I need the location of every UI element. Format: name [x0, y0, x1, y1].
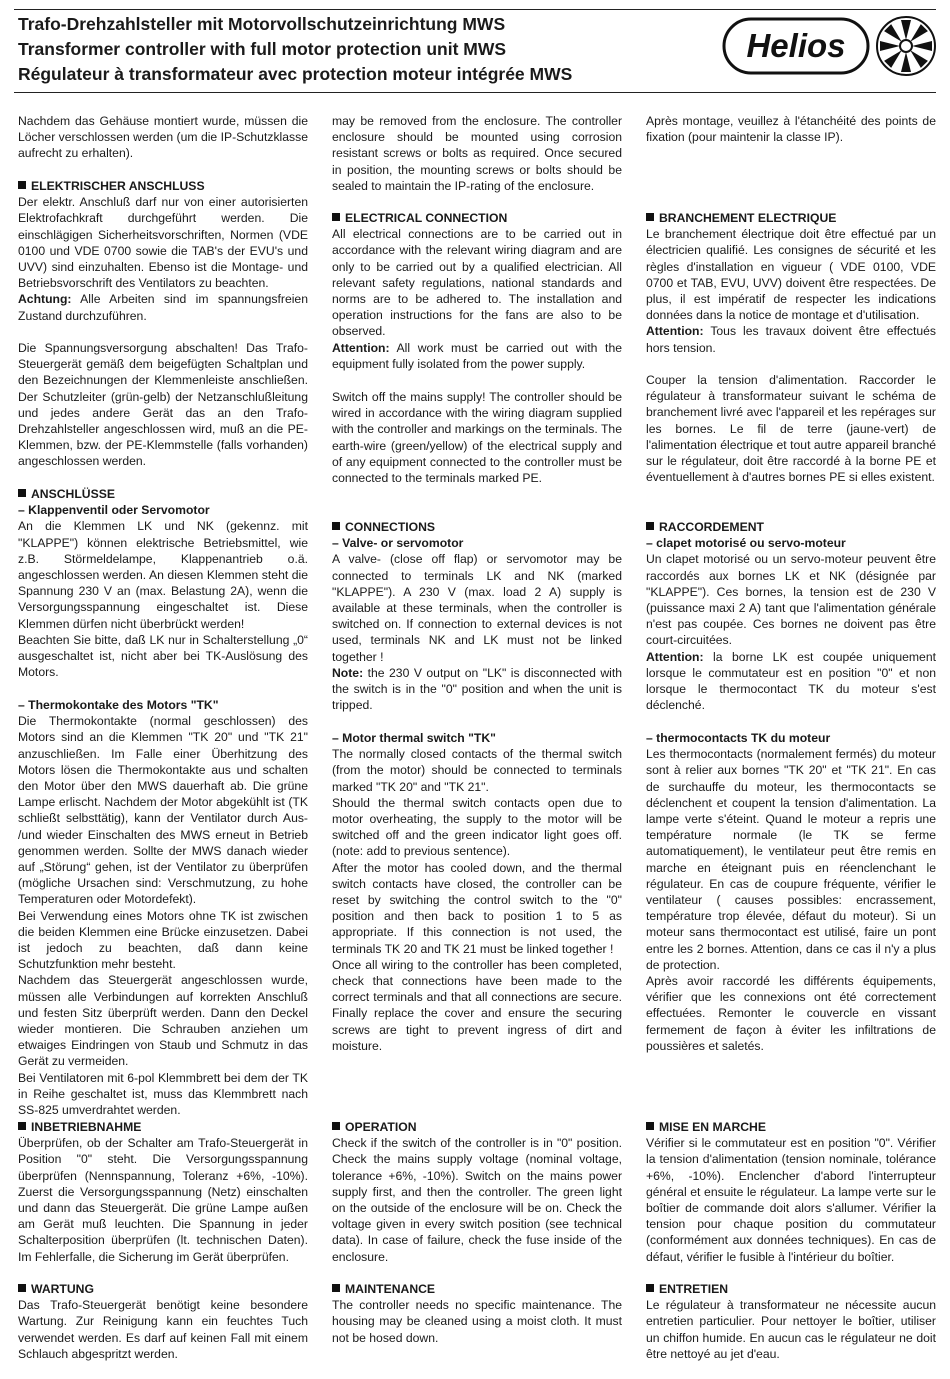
- en-elec-attention: Attention: All work must be carried out with the equipment fully isolated from the power supply.: [332, 340, 622, 371]
- square-bullet-icon: [332, 213, 340, 221]
- square-bullet-icon: [332, 1284, 340, 1292]
- de-conn-heading: ANSCHLÜSSE: [18, 486, 308, 502]
- en-conn-sub-valve: – Valve- or servomotor: [332, 536, 464, 551]
- en-conn-text-1: A valve- (close off flap) or servomotor may be connected to terminals LK and NK (marked "KLAPPE"). A 230 V (max. load 2 A) supply is available at these terminals, when the controller is switched on. If connection to external devices is not used, terminals NK and LK must not be linked together !: [332, 552, 622, 664]
- document-header: [18, 12, 708, 87]
- fr-conn-text-3: Les thermocontacts (normalement fermés) du moteur sont à relier aux bornes "TK 20" et "TK 21". En cas de surchauffe du moteur, les thermocontacts se déclenchent et coupent la tension d'alimentation. La lampe verte s'éteint. Quand le moteur a repris une température normale (le TK se ferme automatiquement), le ventilateur peut être remis en marche en éteignant puis en réenclenchant le régulateur. En cas de coupure fréquente, vérifier le ventilateur ( causes possibles: encrassement, température trop élevée, défaut du moteur). Si un moteur sans thermocontact est utilisé, faire un pont entre les 2 bornes. Attention, dans ce cas il n'y a plus de protection.: [646, 747, 936, 972]
- de-conn-text-3: Die Thermokontakte (normal geschlossen) des Motors sind an die Klemmen "TK 20" und "TK 21" anzuschließen. Im Falle einer Überhitzung des Motors lösen die Thermokontakte aus und schalten den Motor über den MWS dauerhaft ab. Die grüne Lampe erlischt. Nachdem der Motor abgekühlt ist (TK schließt selbsttätig), kann der Ventilator durch Aus- /und wieder Einschalten des MWS erneut in Betrieb genommen werden. Sollte der MWS danach wieder auf „Störung“ gehen, ist der Ventilator zu überprüfen (mögliche Ursachen sind: Verschmutzung, zu hohe Temperaturen oder Motordefekt).: [18, 714, 308, 907]
- square-bullet-icon: [18, 1284, 26, 1292]
- title-fr: Régulateur à transformateur avec protection moteur intégrée MWS: [18, 64, 573, 84]
- fr-intro: Après montage, veuillez à l'étanchéité des points de fixation (pour maintenir la classe IP).: [646, 114, 936, 145]
- square-bullet-icon: [332, 522, 340, 530]
- de-mt-heading: WARTUNG: [18, 1281, 308, 1297]
- de-conn-sub-valve: – Klappenventil oder Servomotor: [18, 503, 210, 518]
- en-elec-heading: ELECTRICAL CONNECTION: [332, 210, 622, 226]
- de-op-heading: INBETRIEBNAHME: [18, 1119, 308, 1135]
- de-op-text: Überprüfen, ob der Schalter am Trafo-Steuergerät in Position "0" steht. Die Versorgungsspannung überprüfen (Nennspannung, Toleranz +6%, -10%). Zuerst die Versorgungsspannung (Netz) einschalten und dann das Steuergerät. Die grüne Lampe außen am Gerät muß leuchten. Die Spannung in jeder Schalterposition überprüfen (lt. technischen Daten). Im Fehlerfalle, die Sicherung im Gerät überprüfen.: [18, 1136, 308, 1264]
- de-elec-text-2: Die Spannungsversorgung abschalten! Das Trafo-Steuergerät gemäß dem beigefügten Schaltplan und den Bezeichnungen der Klemmenleiste anschließen. Der Schutzleiter (grün-gelb) der Netzanschlußleitung und jedes andere Gerät das an den Trafo-Drehzahlsteller angeschlossen wird, muß an die PE-Klemmen, bzw. der PE-Klemmstelle (falls vorhanden) angeschlossen werden.: [18, 341, 308, 469]
- fr-conn-text-4: Après avoir raccordé les différents équipements, vérifier que les connexions ont été correctement effectuées. Remonter le couvercle en vissant fermement de façon à éviter les infiltrations de poussières et saletés.: [646, 974, 936, 1053]
- square-bullet-icon: [18, 1122, 26, 1130]
- en-mt-heading: MAINTENANCE: [332, 1281, 622, 1297]
- de-elec-heading: ELEKTRISCHER ANSCHLUSS: [18, 178, 308, 194]
- de-elec-attention: Achtung: Alle Arbeiten sind im spannungsfreien Zustand durchzuführen.: [18, 292, 308, 323]
- fr-op-heading: MISE EN MARCHE: [646, 1119, 936, 1135]
- en-intro: may be removed from the enclosure. The controller enclosure should be mounted using corrosion resistant screws or bolts as required. Once secured in position, the mounting screws or bolts should be sealed to maintain the IP-rating of the enclosure.: [332, 114, 622, 193]
- fr-conn-attention: Attention: la borne LK est coupée uniquement lorsque le commutateur est en position "0" et non lorsque le thermocontact TK du moteur s'est déclenché.: [646, 649, 936, 713]
- en-conn-text-5: After the motor has cooled down, and the thermal switch contacts have closed, the controller can be reset by switching the control switch to the "0" position and then back to position 1 to 5 as appropriate. If this connection is not used, the terminals TK 20 and TK 21 must be linked together !: [332, 860, 622, 956]
- square-bullet-icon: [18, 489, 26, 497]
- en-conn-text-3: The normally closed contacts of the thermal switch (from the motor) should be connected to terminals marked "TK 20" and "TK 21".: [332, 747, 622, 794]
- en-elec-text: All electrical connections are to be carried out in accordance with the relevant wiring diagram and are only to be carried out by a qualified electrician. All relevant safety regulations, national standards and norms are to be adhered to. The installation and operation instructions for the fans are also to be observed.: [332, 227, 622, 339]
- fr-op-text: Vérifier si le commutateur est en position "0". Vérifier la tension d'alimentation (tension nominale, tolérance +6%, -10%). Enclencher d'abord l'interrupteur général et ensuite le régulateur. La lampe verte sur le boîtier de commande doit alors s'allumer. Vérifier la tension pour chaque position du commutateur (conformément aux données techniques). En cas de défaut, vérifier le fusible à l'intérieur du boîtier.: [646, 1136, 936, 1264]
- square-bullet-icon: [646, 213, 654, 221]
- fr-conn-sub-valve: – clapet motorisé ou servo-moteur: [646, 536, 846, 551]
- de-conn-text-5: Nachdem das Steuergerät angeschlossen wurde, müssen alle Verbindungen auf korrekten Anschluß und festen Sitz überprüft werden. Dann den Deckel wieder montieren. Die Schrauben anziehen um etwaiges Eindringen von Staub und Schmutz in das Gerät zu vermeiden.: [18, 973, 308, 1069]
- de-conn-text-2: Beachten Sie bitte, daß LK nur in Schalterstellung „0“ ausgeschaltet ist, nicht aber bei TK-Auslösung des Motors.: [18, 632, 308, 680]
- fan-icon: [877, 17, 935, 75]
- en-conn-note: Note: the 230 V output on "LK" is disconnected with the switch is in the "0" position and when the unit is tripped.: [332, 665, 622, 713]
- title-en: Transformer controller with full motor protection unit MWS: [18, 39, 507, 59]
- en-conn-heading: CONNECTIONS: [332, 519, 622, 535]
- fr-mt-heading: ENTRETIEN: [646, 1281, 936, 1297]
- fr-elec-text-2: Couper la tension d'alimentation. Raccorder le régulateur à transformateur suivant le schéma de branchement livré avec l'appareil et les repérages sur les bornes. Le fil de terre (jaune-vert) de l'alimentation électrique et tout autre appareil branché sur le régulateur, doit être raccordé à la borne PE et éventuellement à d'autres bornes PE si elles existent.: [646, 373, 936, 485]
- top-rule: [14, 9, 936, 10]
- de-conn-text-6: Bei Ventilatoren mit 6-pol Klemmbrett bei dem der TK in Reihe geschaltet ist, muss das Klemmbrett nach SS-825 umverdrahtet werden.: [18, 1070, 308, 1118]
- logo-wordmark: Helios: [746, 27, 846, 64]
- square-bullet-icon: [646, 1284, 654, 1292]
- en-conn-text-4: Should the thermal switch contacts open due to motor overheating, the supply to the motor will be switched off and the green indicator light goes off. (note: add to previous sentence).: [332, 795, 622, 859]
- en-elec-text-2: Switch off the mains supply! The controller should be wired in accordance with the wiring diagram supplied with the controller and markings on the terminals. The earth-wire (green/yellow) of the electrical supply and of any equipment connected to the controller must be connected to the terminals marked PE.: [332, 390, 622, 486]
- en-conn-sub-tk: – Motor thermal switch "TK": [332, 731, 496, 745]
- square-bullet-icon: [332, 1122, 340, 1130]
- fr-elec-attention: Attention: Tous les travaux doivent être effectués hors tension.: [646, 324, 936, 355]
- square-bullet-icon: [646, 522, 654, 530]
- en-op-text: Check if the switch of the controller is in "0" position. Check the mains supply voltage (nominal voltage, tolerance +6%, -10%). Switch on the mains power supply first, and then the controller. The green light on the outside of the enclosure will be on. Check the voltage given in every switch position (see technical data). In case of failure, check the fuse inside of the enclosure.: [332, 1136, 622, 1264]
- title-de: Trafo-Drehzahlsteller mit Motorvollschutzeinrichtung MWS: [18, 14, 506, 34]
- square-bullet-icon: [18, 181, 26, 189]
- fr-conn-heading: RACCORDEMENT: [646, 519, 936, 535]
- square-bullet-icon: [646, 1122, 654, 1130]
- fr-elec-heading: BRANCHEMENT ELECTRIQUE: [646, 210, 936, 226]
- de-conn-text-1: An die Klemmen LK und NK (gekennz. mit "KLAPPE") können elektrische Betriebsmittel, wie z.B. Störmeldelampe, Klappenantrieb o.ä. angeschlossen werden. An diesen Klemmen steht die Spannung 230 V an (max. Belastung 2A), wenn die Versorgungsspannung eingeschaltet ist. Diese Klemmen dürfen nicht überbrückt werden!: [18, 519, 308, 631]
- fr-elec-text: Le branchement électrique doit être effectué par un électricien qualifié. Les consignes de sécurité et les règles d'installation en vigueur ( VDE 0100, VDE 0700 et TAB, EVU, UVV) doivent être respectées. De plus, il est impératif de respecter les indications données dans la notice de montage et d'utilisation.: [646, 227, 936, 323]
- fr-conn-sub-tk: – thermocontacts TK du moteur: [646, 731, 831, 745]
- en-conn-text-6: Once all wiring to the controller has been completed, check that connections have been made to the correct terminals and that all connections are secure. Finally replace the cover and ensure the securing screws are tight to prevent ingress of dirt and moisture.: [332, 957, 622, 1053]
- en-mt-text: The controller needs no specific maintenance. The housing may be cleaned using a moist cloth. It must not be hosed down.: [332, 1298, 622, 1345]
- de-conn-text-4: Bei Verwendung eines Motors ohne TK ist zwischen die beiden Klemmen eine Brücke einzusetzen. Dabei ist jedoch zu beachten, daß dann keine Schutzfunktion mehr besteht.: [18, 908, 308, 972]
- en-op-heading: OPERATION: [332, 1119, 622, 1135]
- de-intro: Nachdem das Gehäuse montiert wurde, müssen die Löcher verschlossen werden (um die IP-Schutzklasse aufrecht zu erhalten).: [18, 114, 308, 161]
- fr-conn-text-1: Un clapet motorisé ou un servo-moteur peuvent être raccordés aux bornes LK et NK (désignée par "KLAPPE"). Ces bornes, la tension est de 230 V (puissance maxi 2 A) tant que l'alimentation générale n'est pas coupée. Ces bornes ne doivent pas être court-circuitées.: [646, 552, 936, 648]
- fr-mt-text: Le régulateur à transformateur ne nécessite aucun entretien particulier. Pour nettoyer le boîtier, utiliser un chiffon humide. En aucun cas le régulateur ne doit être nettoyé au jet d'eau.: [646, 1298, 936, 1361]
- helios-logo: [722, 14, 940, 78]
- de-elec-text: Der elektr. Anschluß darf nur von einer autorisierten Elektrofachkraft durchgeführt werden. Die einschlägigen Sicherheitsvorschriften, Normen (VDE 0100 und VDE 0700 sowie die TAB's der EVU's und UVV) sind einzuhalten. Ebenso ist die Montage- und Betriebsvorschrift des Ventilators zu beachten.: [18, 195, 308, 291]
- header-bottom-rule: [14, 92, 936, 93]
- de-conn-sub-tk: – Thermokontake des Motors "TK": [18, 698, 219, 712]
- de-mt-text: Das Trafo-Steuergerät benötigt keine besondere Wartung. Zur Reinigung kann ein feuchtes Tuch verwendet werden. Es darf auf keinen Fall mit einem Schlauch abgespritzt werden.: [18, 1298, 308, 1361]
